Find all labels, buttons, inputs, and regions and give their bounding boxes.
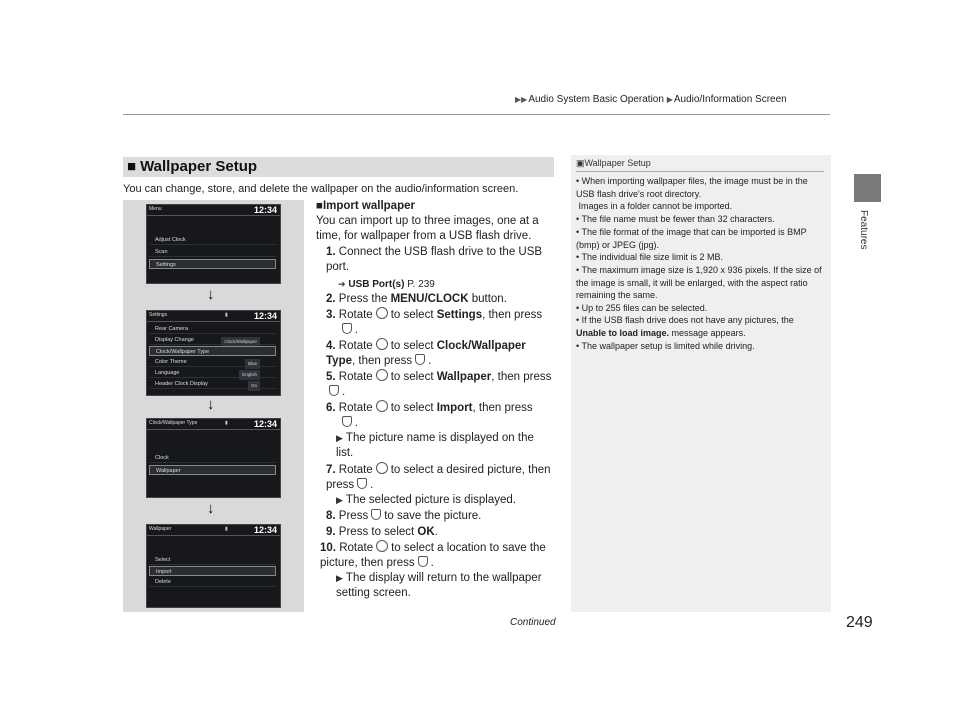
note-item: • If the USB flash drive does not have any pictures, the Unable to load image. message appears. — [576, 315, 794, 338]
settings-screen — [146, 310, 281, 396]
screen-time: 12:34 — [253, 419, 277, 429]
breadcrumb-part1: Audio System Basic Operation — [528, 94, 664, 105]
clock-wallpaper-screen — [146, 418, 281, 498]
step-7: 7. Rotate to select a desired picture, then press . — [326, 464, 551, 491]
usb-icon: ▮ — [225, 420, 228, 426]
step-1: 1. Connect the USB flash drive to the USB port. — [326, 246, 543, 273]
press-icon — [357, 478, 367, 489]
header-clock-value: On — [248, 381, 260, 391]
result-arrow-icon: ▶ — [336, 495, 343, 505]
step-6-result: ▶ The picture name is displayed on the list. — [336, 432, 534, 459]
note-item: • The maximum image size is 1,920 x 936 pixels. If the size of the image is small, it will be enlarged, with the aspect ratio remaining the same. — [576, 265, 822, 300]
note-item: • The individual file size limit is 2 MB. — [576, 252, 724, 262]
section-title: Wallpaper Setup — [140, 158, 258, 175]
note-item: Images in a folder cannot be imported. — [578, 201, 733, 211]
step-10: 10. Rotate to select a location to save the picture, then press . — [320, 542, 546, 569]
screen-title: Clock/Wallpaper Type — [149, 420, 198, 426]
page-number: 249 — [846, 614, 873, 631]
rotary-knob-icon — [376, 462, 388, 474]
screen-title: Settings — [149, 312, 168, 318]
step-3: 3. Rotate to select Settings, then press . — [326, 309, 543, 336]
step-8: 8. Press to save the picture. — [326, 510, 482, 522]
notes-title: ▣Wallpaper Setup — [576, 158, 651, 168]
down-arrow-icon: ↓ — [207, 500, 215, 517]
note-item: • The file format of the image that can be imported is BMP (bmp) or JPEG (jpg). — [576, 227, 807, 250]
result-arrow-icon: ▶ — [336, 433, 343, 443]
intro-text: You can change, store, and delete the wallpaper on the audio/information screen. — [123, 183, 519, 195]
chapter-tab-label: Features — [858, 210, 869, 250]
down-arrow-icon: ↓ — [207, 396, 215, 413]
settings-item-display-change: Display Change Clock/Wallpaper — [149, 335, 276, 345]
note-item: • The file name must be fewer than 32 characters. — [576, 214, 775, 224]
wallpaper-item-import: Import — [149, 566, 276, 576]
settings-item-clock-wallpaper: Clock/Wallpaper Type — [149, 346, 276, 356]
reference-arrow-icon: ➔ — [338, 279, 346, 289]
header-divider — [123, 114, 830, 115]
usb-icon: ▮ — [225, 526, 228, 532]
step-2: 2. Press the MENU/CLOCK button. — [326, 293, 507, 305]
press-icon — [342, 323, 352, 334]
step-10-result: ▶ The display will return to the wallpaper setting screen. — [336, 572, 542, 599]
step-4: 4. Rotate to select Clock/Wallpaper Type, then press . — [326, 340, 526, 367]
step-6: 6. Rotate to select Import, then press . — [326, 402, 533, 429]
step-5: 5. Rotate to select Wallpaper, then press. — [326, 371, 552, 398]
settings-item-header-clock: Header Clock Display On — [149, 379, 276, 389]
screen-time: 12:34 — [253, 525, 277, 535]
settings-item-color-theme: Color Theme Blue — [149, 357, 276, 367]
display-change-value: Clock/Wallpaper — [221, 337, 260, 347]
menu-screen — [146, 204, 281, 284]
result-arrow-icon: ▶ — [336, 573, 343, 583]
screen-time: 12:34 — [253, 205, 277, 215]
step-7-result: ▶ The selected picture is displayed. — [336, 494, 516, 506]
screen-title: Menu — [149, 206, 162, 212]
section-heading — [123, 157, 554, 177]
notes-divider — [576, 171, 824, 172]
language-value: English — [239, 370, 260, 380]
settings-item-rear-camera: Rear Camera — [149, 324, 276, 334]
breadcrumb: ▶▶Audio System Basic Operation ▶Audio/Information Screen — [515, 94, 787, 105]
down-arrow-icon: ↓ — [207, 286, 215, 303]
rotary-knob-icon — [376, 307, 388, 319]
note-item: • When importing wallpaper files, the image must be in the USB flash drive's root directory. — [576, 176, 808, 199]
section-marker: ■ — [127, 158, 137, 175]
screen-title: Wallpaper — [149, 526, 172, 532]
wallpaper-item-select: Select — [149, 555, 276, 565]
press-icon — [418, 556, 428, 567]
import-description: You can import up to three images, one at a time, for wallpaper from a USB flash drive. — [316, 215, 539, 242]
settings-item-language: Language English — [149, 368, 276, 378]
chapter-tab-marker — [854, 174, 881, 202]
breadcrumb-part2: Audio/Information Screen — [673, 94, 787, 105]
wallpaper-screen — [146, 524, 281, 608]
press-icon — [342, 416, 352, 427]
continued-label: Continued — [510, 617, 556, 628]
menu-item-settings: Settings — [149, 259, 276, 269]
menu-item-adjust-clock: Adjust Clock — [149, 235, 276, 245]
rotary-knob-icon — [376, 400, 388, 412]
step-1-reference: ➔ USB Port(s) P. 239 — [338, 279, 435, 290]
screen-illustrations — [123, 200, 304, 612]
menu-item-scan: Scan — [149, 247, 276, 257]
step-9: 9. Press to select OK. — [326, 526, 438, 538]
screen-time: 12:34 — [253, 311, 277, 321]
color-theme-value: Blue — [245, 359, 260, 369]
clock-item: Clock — [149, 453, 276, 463]
rotary-knob-icon — [376, 369, 388, 381]
note-marker-icon: ▣ — [576, 158, 585, 168]
note-item: • The wallpaper setup is limited while driving. — [576, 341, 755, 351]
press-icon — [329, 385, 339, 396]
note-item: • Up to 255 files can be selected. — [576, 303, 708, 313]
rotary-knob-icon — [376, 338, 388, 350]
press-icon — [415, 354, 425, 365]
wallpaper-item-delete: Delete — [149, 577, 276, 587]
usb-icon: ▮ — [225, 312, 228, 318]
rotary-knob-icon — [376, 540, 388, 552]
press-icon — [371, 509, 381, 520]
wallpaper-item: Wallpaper — [149, 465, 276, 475]
subsection-heading: ■Import wallpaper — [316, 200, 415, 212]
